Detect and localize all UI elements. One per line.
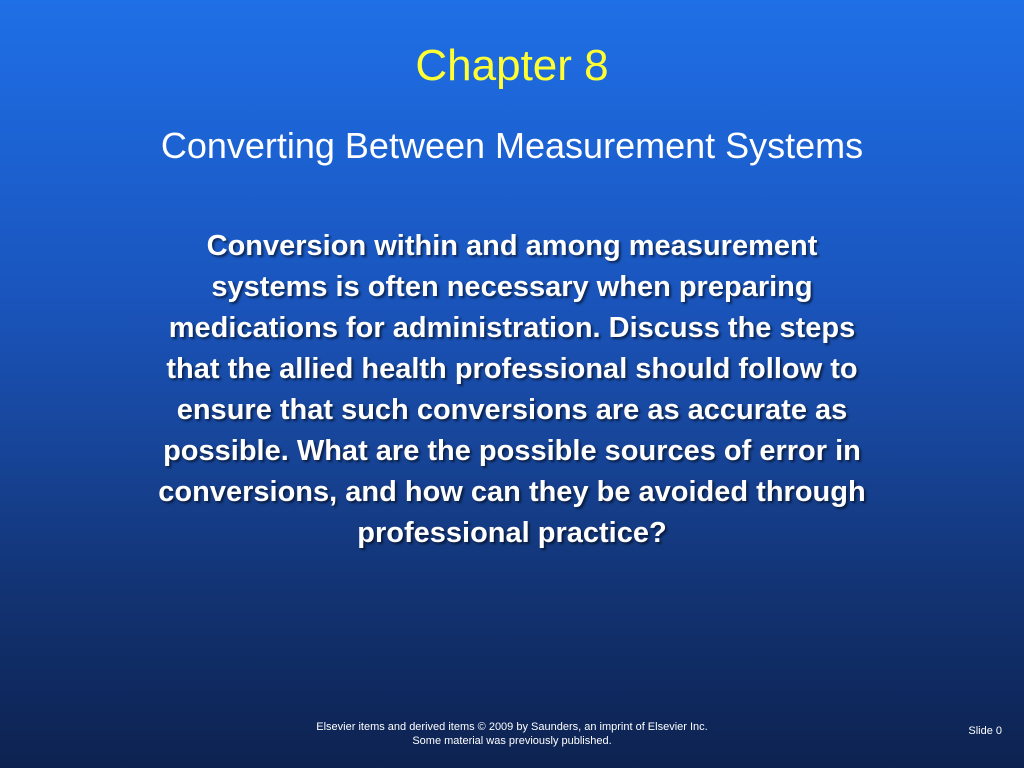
- copyright-line: Elsevier items and derived items © 2009 by Saunders, an imprint of Elsevier Inc.: [316, 721, 708, 733]
- discussion-question: Conversion within and among measurement systems is often necessary when preparing medications for administration. Discuss the steps that the allied health professional should follow to ensure that such conversions are as accurate as possible. What are the possible sources of error in conversions, and how can they be avoided through professional practice?: [158, 230, 866, 549]
- copyright-footer: [212, 720, 812, 748]
- publication-note: Some material was previously published.: [412, 735, 612, 747]
- slide-number: Slide 0: [968, 725, 1002, 737]
- slide-subtitle: Converting Between Measurement Systems: [160, 125, 864, 166]
- chapter-title: Chapter 8: [415, 41, 609, 90]
